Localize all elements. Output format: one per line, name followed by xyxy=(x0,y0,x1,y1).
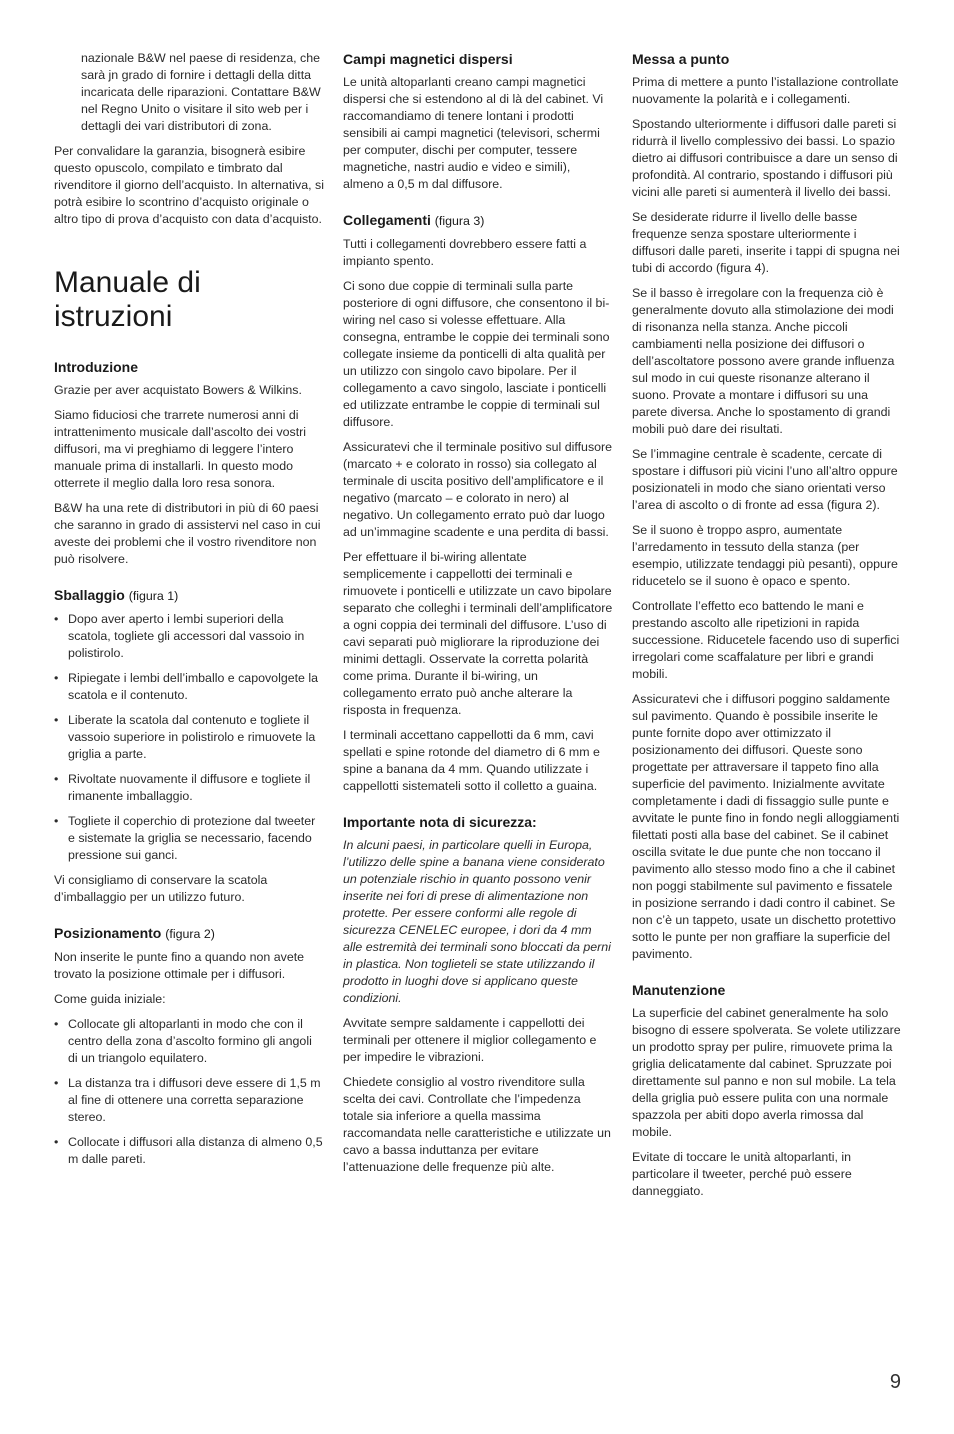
unpack-heading-label: Sballaggio xyxy=(54,587,125,603)
intro-heading: Introduzione xyxy=(54,359,138,375)
unpack-list-item: • Rivoltate nuovamente il diffusore e togliete il rimanente imballaggio. xyxy=(54,771,324,805)
intro-paragraph: Grazie per aver acquistato Bowers & Wilkins. xyxy=(54,383,302,397)
connections-heading xyxy=(343,211,613,230)
position-heading-label: Posizionamento xyxy=(54,925,162,941)
tuning-paragraph: Controllate l’effetto eco battendo le mani e prestando ascolto alle ripetizioni in rapida successione. Riducetele facendo uso di superfici irregolari come scaffalature per libri e grandi mobili. xyxy=(632,599,900,681)
column-left xyxy=(54,50,324,1176)
safety-italic-note: In alcuni paesi, in particolare quelli in Europa, l’utilizzo delle spine a banana viene considerato un potenziale rischio in quanto possono venir inserite nei fori di prese di alimentazione non protette. Per essere conformi alle regole di sicurezza CENELEC europee, i dori da 4 mm alle estremità dei terminali sono bloccati da perni in plastica. Non toglieteli se state utilizzando il prodotto in luoghi dove si applicano queste condizioni. xyxy=(343,838,611,1005)
connections-paragraph: Tutti i collegamenti dovrebbero essere fatti a impianto spento. xyxy=(343,237,587,268)
unpack-list-item: • Dopo aver aperto i lembi superiori della scatola, togliete gli accessori dal vassoio in polistirolo. xyxy=(54,611,324,662)
position-paragraph: Non inserite le punte fino a quando non avete trovato la posizione ottimale per i diffusori. xyxy=(54,950,305,981)
unpack-after-text: Vi consigliamo di conservare la scatola d’imballaggio per un utilizzo futuro. xyxy=(54,873,268,904)
unpack-list xyxy=(54,611,324,864)
connections-heading-label: Collegamenti xyxy=(343,212,431,228)
position-heading xyxy=(54,924,324,943)
connections-paragraph: I terminali accettano cappellotti da 6 mm, cavi spellati e spine rotonde del diametro di 6 mm e spine a banana da 4 mm. Quando utilizzate i cappellotti sistemateli sotto il colletto a guaina. xyxy=(343,728,600,793)
intro-paragraph: Siamo fiduciosi che trarrete numerosi anni di intrattenimento musicale dall’ascolto dei vostri diffusori, ma vi preghiamo di leggere l’intero manuale prima di installarli. In questo modo otterrete il meglio dalla loro resa sonora. xyxy=(54,408,307,490)
tuning-paragraph: Se il basso è irregolare con la frequenza ciò è generalmente dovuto alla stimolazione dei modi di risonanza nella stanza. Anche piccoli cambiamenti nella posizione dei diffusori o dell’ascoltatore possono avere grande influenza sul modo in cui queste risonanze alterano il suono. Provate a montare i diffusori su una parete diversa. Anche lo spostamento di grandi mobili può dare dei risultati. xyxy=(632,286,895,436)
position-paragraph: Come guida iniziale: xyxy=(54,992,166,1006)
position-list-item: • Collocate i diffusori alla distanza di almeno 0,5 m dalle pareti. xyxy=(54,1134,324,1168)
manual-title: Manuale di istruzioni xyxy=(54,266,201,333)
page-number: 9 xyxy=(889,1371,901,1393)
tuning-paragraph: Spostando ulteriormente i diffusori dalle pareti si ridurrà il livello complessivo dei bassi. Lo spazio dietro ai diffusori contribuisce a dare un senso di profondità. Al contrario, spostando i diffusori più vicini alle pareti si aumenterà il livello dei bassi. xyxy=(632,117,898,199)
unpack-figure-ref: (figura 1) xyxy=(128,589,179,603)
intro-paragraph: B&W ha una rete di distributori in più di 60 paesi che saranno in grado di assistervi nel caso in cui aveste dei problemi che il vostro rivenditore non può risolvere. xyxy=(54,501,321,566)
tuning-heading: Messa a punto xyxy=(632,51,730,67)
maintenance-paragraph: La superficie del cabinet generalmente ha solo bisogno di essere spolverata. Se volete utilizzare un prodotto spray per pulire, rimuovete prima la griglia delicatamente dal cabinet. Spruzzate poi direttamente sul panno e non sul mobile. La tela della griglia può essere pulita con una normale spazzola per abiti dopo averla rimossa dal mobile. xyxy=(632,1006,901,1139)
unpack-heading xyxy=(54,586,324,605)
warranty-validation-text: Per convalidare la garanzia, bisognerà esibire questo opuscolo, compilato e timbrato dal rivenditore il giorno dell’acquisto. In alternativa, si potrà esibire lo scontrino d’acquisto originale o altro tipo di prova d’acquisto con data d’acquisto. xyxy=(54,144,324,226)
position-list-item: • La distanza tra i diffusori deve essere di 1,5 m al fine di ottenere una corretta separazione stereo. xyxy=(54,1075,324,1126)
connections-figure-ref: (figura 3) xyxy=(434,214,485,228)
tuning-paragraph: Assicuratevi che i diffusori poggino saldamente sul pavimento. Quando è possibile inserite le punte fornite dopo aver ottimizzato il posizionamento dei diffusori. Queste sono progettate per attraversare il tappeto fino alla superficie del pavimento. Inizialmente avvitate completamente i dadi di fissaggio sulle punte e avvitate le punte fino in fondo negli alloggiamenti filettati posti alla base del cabinet. Se il cabinet oscilla svitate le due punte che non toccano il pavimento allo stesso modo fino a che il cabinet non poggi stabilmente sul pavimento e fissatele in posizione serrando i dadi contro il cabinet. Se non c’è un tappeto, usate un dischetto protettivo sotto le punte per non graffiare la superficie del pavimento. xyxy=(632,692,900,961)
connections-paragraph: Assicuratevi che il terminale positivo sul diffusore (marcato + e colorato in rosso) sia collegato al terminale di uscita positivo dell’amplificatore e il negativo (marcato – e colorato in nero) al negativo. Un collegamento errato può dar luogo ad un’immagine scadente e una perdita di bassi. xyxy=(343,440,613,539)
tuning-paragraph: Prima di mettere a punto l’istallazione controllate nuovamente la polarità e i collegamenti. xyxy=(632,75,899,106)
unpack-list-item: • Togliete il coperchio di protezione dal tweeter e sistemate la griglia se necessario, facendo pressione sui ganci. xyxy=(54,813,324,864)
tuning-paragraph: Se desiderate ridurre il livello delle basse frequenze senza spostare ulteriormente i diffusori dalle pareti, inserite i tappi di spugna nei tubi di accordo (figura 4). xyxy=(632,210,900,275)
magnetic-heading: Campi magnetici dispersi xyxy=(343,51,513,67)
connections-paragraph: Per effettuare il bi-wiring allentate semplicemente i cappellotti dei terminali e rimuovete i ponticelli e utilizzate un cavo bipolare separato che colleghi i terminali dell’amplificatore a ogni coppia dei terminali del diffusore. L’uso di cavi separati può migliorare la riproduzione dei minimi dettagli. Osservate la corretta polarità come prima. Durante il bi-wiring, un collegamento errato può anche alterare la risposta in frequenza. xyxy=(343,550,613,717)
safety-paragraph: Avvitate sempre saldamente i cappellotti dei terminali per ottenere il miglior collegamento e per impedire le vibrazioni. xyxy=(343,1016,597,1064)
position-figure-ref: (figura 2) xyxy=(165,927,215,941)
unpack-list-item: • Liberate la scatola dal contenuto e togliete il vassoio superiore in polistirolo e rimuovete la griglia a parte. xyxy=(54,712,324,763)
magnetic-paragraph: Le unità altoparlanti creano campi magnetici dispersi che si estendono al di là del cabinet. Vi raccomandiamo di tenere lontani i prodotti sensibili ai campi magnetici (televisori, schermi per computer, dischi per computer, tessere magnetiche, nastri audio e video e simili), almeno a 0,5 m dal diffusore. xyxy=(343,75,604,191)
maintenance-paragraph: Evitate di toccare le unità altoparlanti, in particolare il tweeter, perché può essere danneggiato. xyxy=(632,1150,852,1198)
tuning-paragraph: Se il suono è troppo aspro, aumentate l’arredamento in tessuto della stanza (per esempio, utilizzate tendaggi più pesanti), oppure riducetelo se il suono è opaco e spento. xyxy=(632,523,898,588)
unpack-list-item: • Ripiegate i lembi dell’imballo e capovolgete la scatola e il contenuto. xyxy=(54,670,324,704)
position-list-item: • Collocate gli altoparlanti in modo che con il centro della zona d’ascolto formino gli angoli di un triangolo equilatero. xyxy=(54,1016,324,1067)
position-list xyxy=(54,1016,324,1168)
connections-paragraph: Ci sono due coppie di terminali sulla parte posteriore di ogni diffusore, che consentono il bi-wiring nel caso si volesse effettuare. Alla consegna, entrambe le coppie dei terminali sono collegate insieme da ponticelli di alta qualità per un utilizzo con singolo cavo bipolare. Per il collegamento a cavo singolo, lasciate i ponticelli ed utilizzate entrambe le coppie di terminali sul diffusore. xyxy=(343,279,610,429)
safety-heading: Importante nota di sicurezza: xyxy=(343,814,537,830)
safety-paragraph: Chiedete consiglio al vostro rivenditore sulla scelta dei cavi. Controllate che l’impedenza totale sia inferiore a quella massima raccomandata nelle caratteristiche e utilizzate un cavo a bassa induttanza per evitare l’attenuazione delle frequenze più alte. xyxy=(343,1075,611,1174)
column-middle xyxy=(343,50,613,1184)
warranty-indent-text: nazionale B&W nel paese di residenza, che sarà jn grado di fornire i dettagli della ditta incaricata delle riparazioni. Contattare B&W nel Regno Unito o visitare il sito web per i dettagli dei vari distributori di zona. xyxy=(81,51,321,133)
tuning-paragraph: Se l’immagine centrale è scadente, cercate di spostare i diffusori più vicini l’uno all’altro oppure posizionateli in modo che siano orientati verso l’area di ascolto o di fronte ad essa (figura 2). xyxy=(632,447,898,512)
column-right xyxy=(632,50,902,1208)
maintenance-heading: Manutenzione xyxy=(632,982,726,998)
